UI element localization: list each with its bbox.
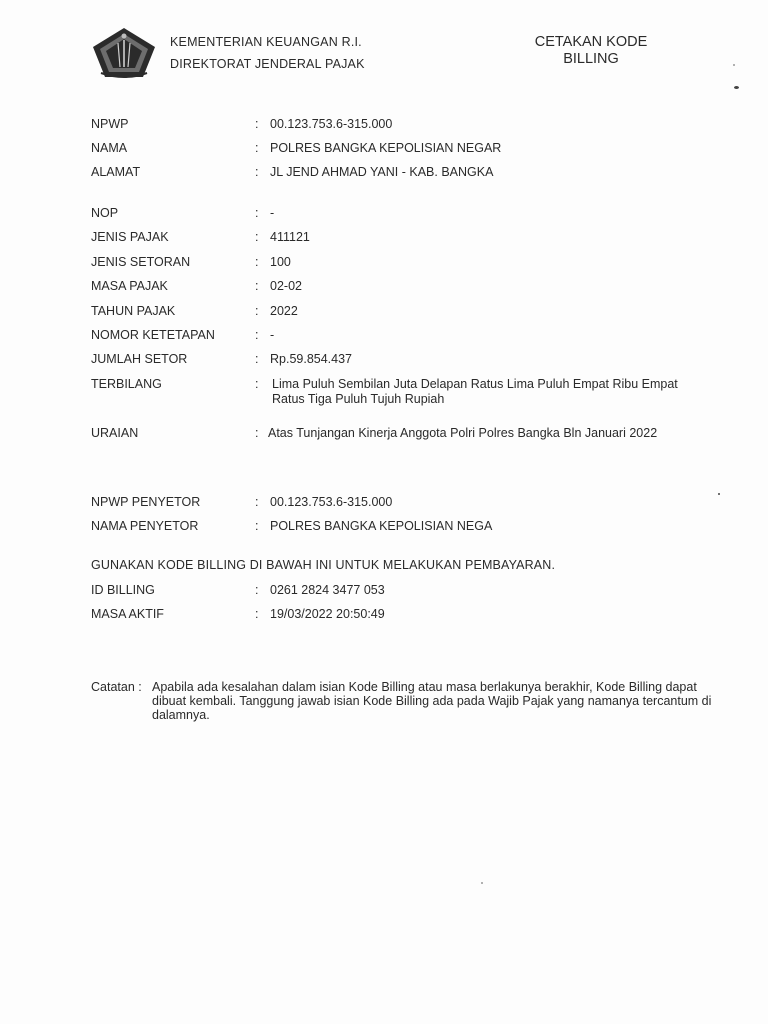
field-separator: : — [255, 583, 259, 597]
field-value: Lima Puluh Sembilan Juta Delapan Ratus Lima Puluh Empat Ribu Empat Ratus Tiga Puluh Tujuh Rupiah — [272, 377, 678, 406]
field-label: JENIS PAJAK — [91, 230, 169, 244]
field-label: TAHUN PAJAK — [91, 304, 176, 318]
field-separator: : — [255, 377, 259, 391]
field-value: 0261 2824 3477 053 — [270, 583, 385, 597]
field-separator: : — [255, 206, 259, 220]
scan-speck — [481, 882, 483, 884]
scan-speck — [733, 64, 735, 66]
field-separator: : — [255, 117, 259, 131]
field-value: Rp.59.854.437 — [270, 352, 353, 366]
field-label: MASA AKTIF — [91, 607, 164, 621]
ministry-name: KEMENTERIAN KEUANGAN R.I. — [170, 35, 362, 49]
field-value: - — [270, 328, 275, 342]
field-label: JUMLAH SETOR — [91, 352, 188, 366]
field-label: ALAMAT — [91, 165, 141, 179]
field-label: TERBILANG — [91, 377, 162, 391]
field-separator: : — [255, 255, 259, 269]
field-value: 19/03/2022 20:50:49 — [270, 607, 385, 621]
field-separator: : — [255, 165, 259, 179]
field-value: 00.123.753.6-315.000 — [270, 117, 393, 131]
field-label: NPWP — [91, 117, 129, 131]
field-value: 2022 — [270, 304, 298, 318]
scan-speck — [718, 493, 720, 495]
document-title-line2: BILLING — [563, 51, 619, 67]
field-label: MASA PAJAK — [91, 279, 168, 293]
field-separator: : — [255, 426, 259, 440]
field-value: POLRES BANGKA KEPOLISIAN NEGA — [270, 519, 493, 533]
note-text: Apabila ada kesalahan dalam isian Kode Billing atau masa berlakunya berakhir, Kode Billing dapat dibuat kembali. Tanggung jawab isian Kode Billing ada pada Wajib Pajak yang namanya tercantum di dalamnya. — [152, 680, 712, 722]
field-separator: : — [255, 495, 259, 509]
scan-speck — [734, 86, 739, 89]
field-value: Atas Tunjangan Kinerja Anggota Polri Polres Bangka Bln Januari 2022 — [268, 426, 658, 440]
note-label: Catatan : — [91, 680, 142, 694]
field-label: NOP — [91, 206, 119, 220]
payment-instruction: GUNAKAN KODE BILLING DI BAWAH INI UNTUK MELAKUKAN PEMBAYARAN. — [91, 558, 556, 572]
field-label: URAIAN — [91, 426, 139, 440]
field-value: 100 — [270, 255, 291, 269]
field-label: NOMOR KETETAPAN — [91, 328, 215, 342]
field-value: POLRES BANGKA KEPOLISIAN NEGAR — [270, 141, 502, 155]
field-separator: : — [255, 519, 259, 533]
field-value: 00.123.753.6-315.000 — [270, 495, 393, 509]
kemenkeu-emblem-icon — [91, 27, 157, 79]
field-label: JENIS SETORAN — [91, 255, 191, 269]
document-title — [520, 34, 662, 68]
field-value: 411121 — [270, 230, 310, 244]
field-label: NAMA — [91, 141, 128, 155]
field-value: - — [270, 206, 275, 220]
agency-name — [170, 31, 365, 75]
field-separator: : — [255, 279, 259, 293]
field-separator: : — [255, 141, 259, 155]
document-title-line1: CETAKAN KODE — [534, 34, 648, 50]
field-value: 02-02 — [270, 279, 302, 293]
field-value: JL JEND AHMAD YANI - KAB. BANGKA — [270, 165, 494, 179]
field-separator: : — [255, 328, 259, 342]
field-label: NPWP PENYETOR — [91, 495, 201, 509]
field-separator: : — [255, 607, 259, 621]
field-label: NAMA PENYETOR — [91, 519, 199, 533]
field-separator: : — [255, 230, 259, 244]
field-separator: : — [255, 352, 259, 366]
field-separator: : — [255, 304, 259, 318]
field-label: ID BILLING — [91, 583, 155, 597]
directorate-name: DIREKTORAT JENDERAL PAJAK — [170, 57, 365, 71]
